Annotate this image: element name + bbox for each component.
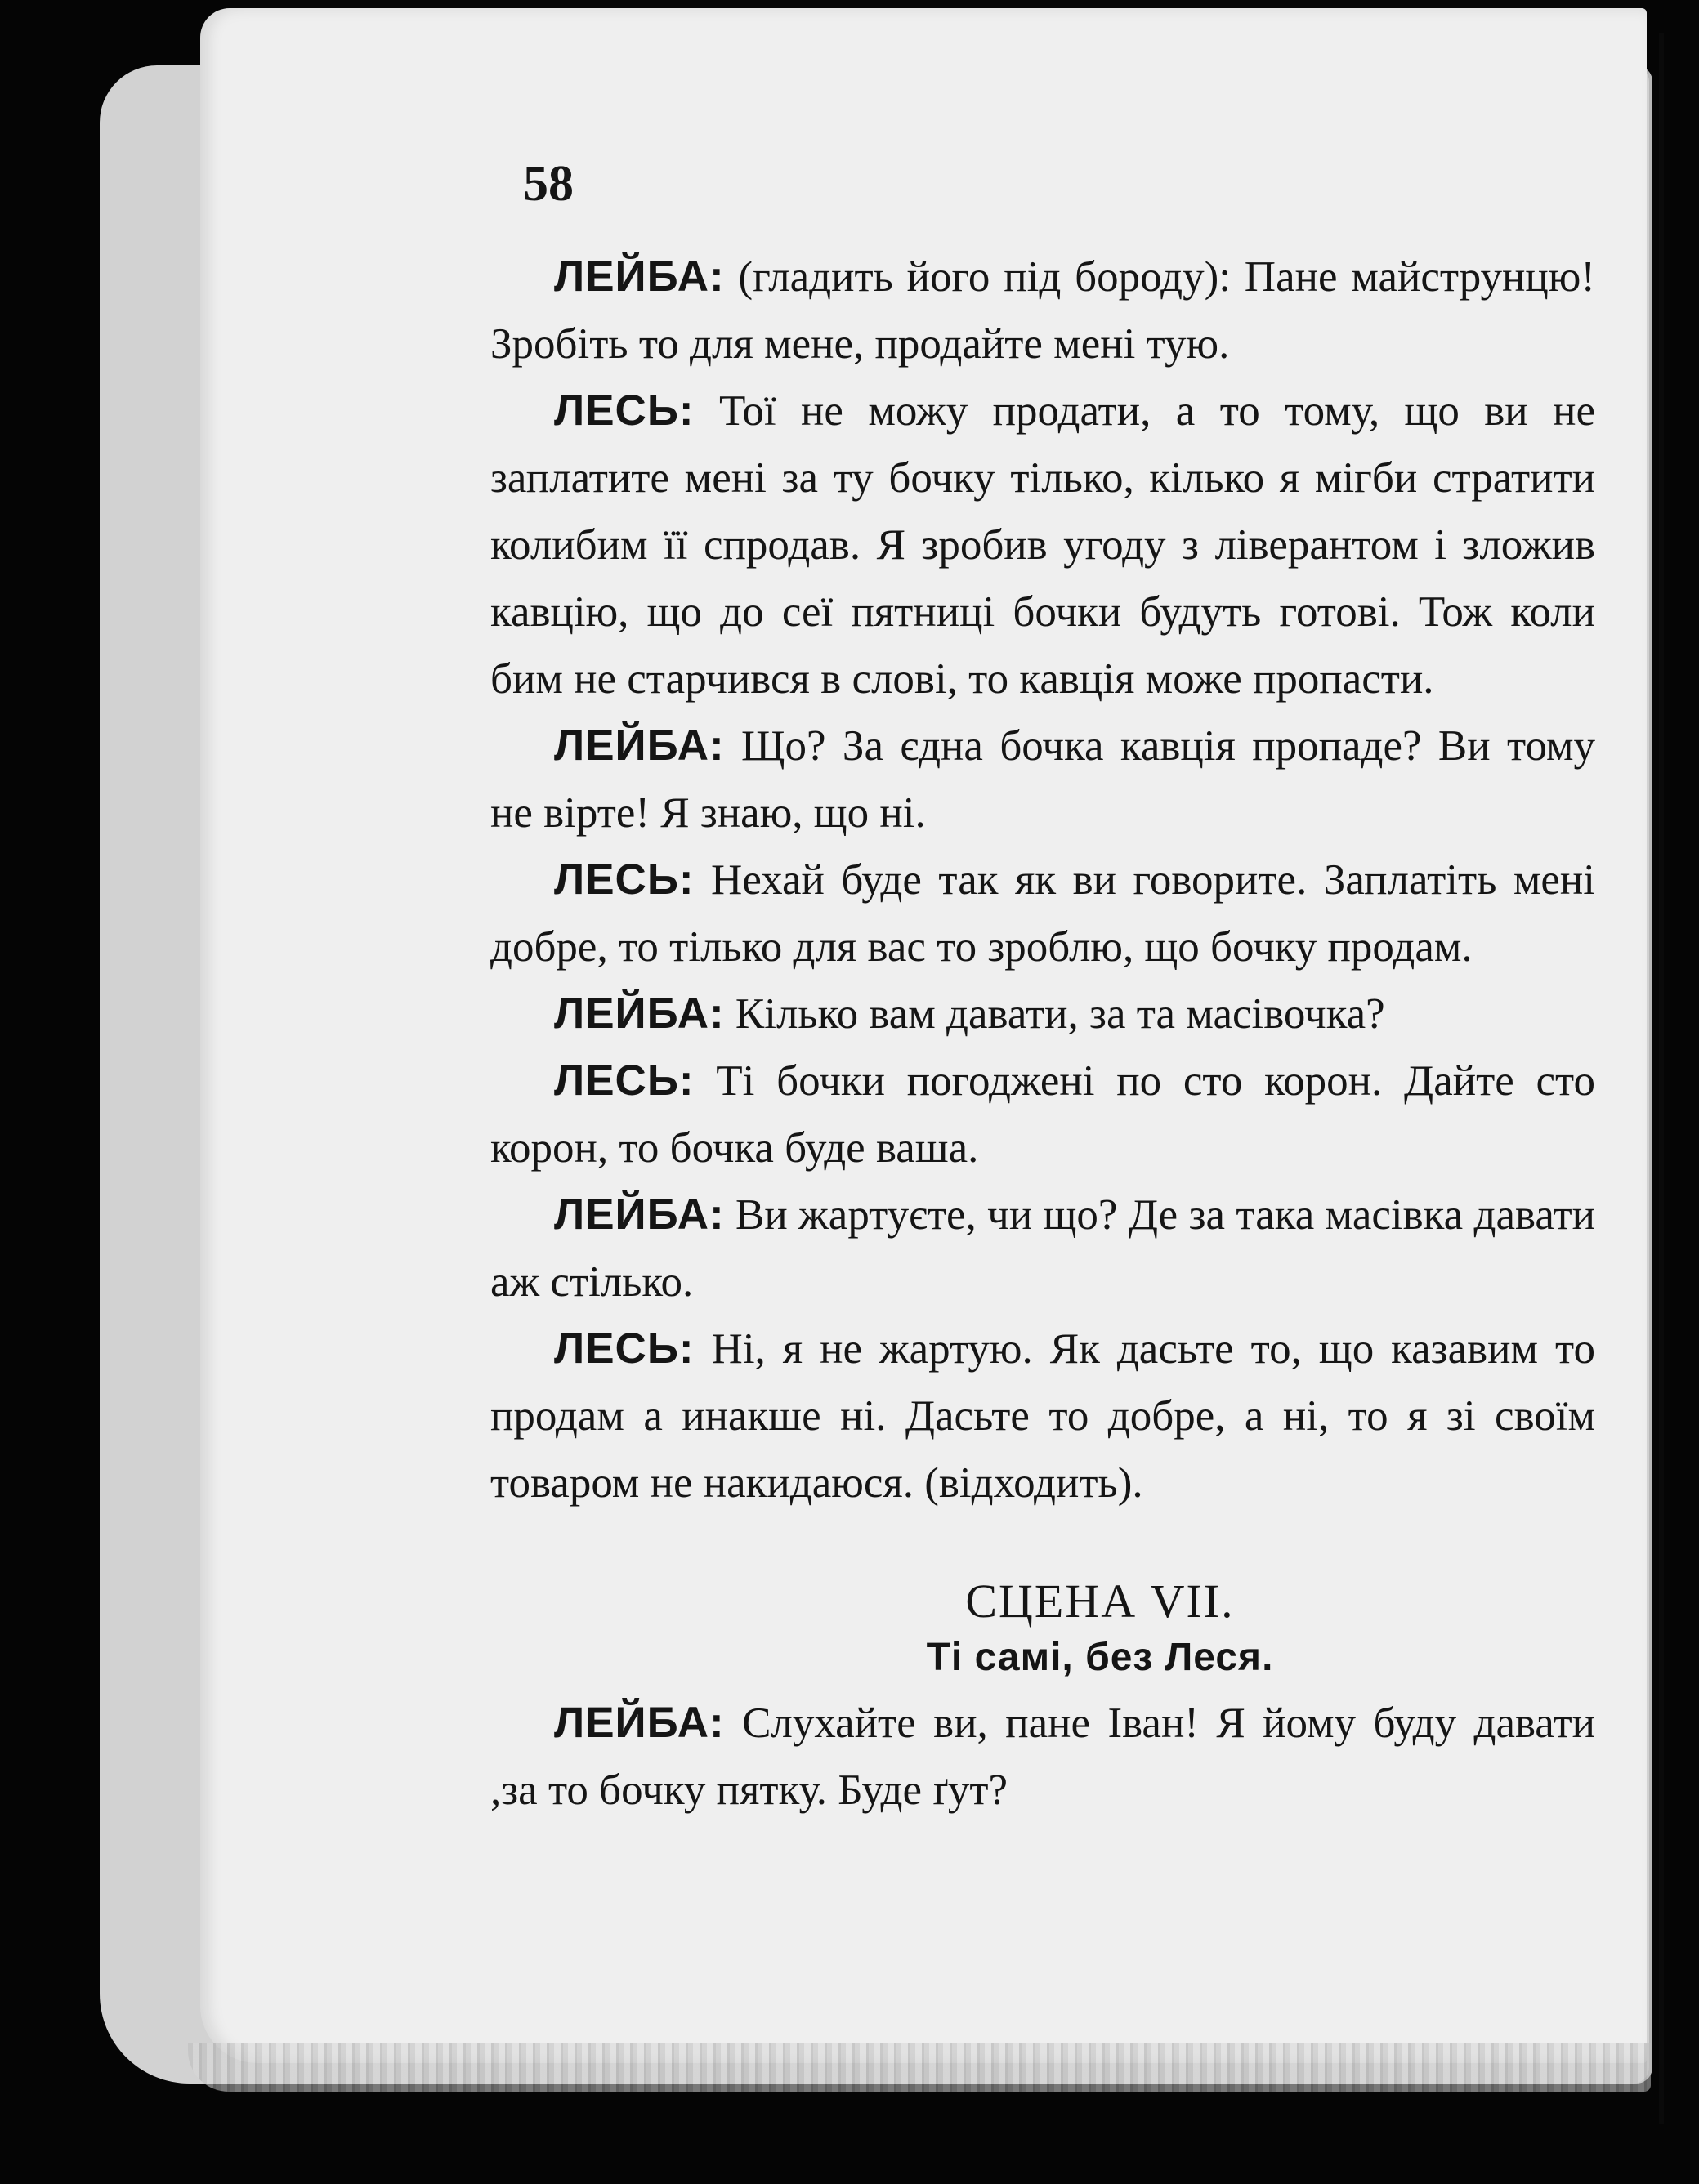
speaker-name: ЛЕЙБА: — [554, 1699, 725, 1747]
page-bottom-edge — [188, 2043, 1651, 2092]
right-border-line — [1659, 33, 1664, 2124]
speaker-name: ЛЕСЬ: — [554, 1056, 695, 1105]
page-number: 58 — [523, 156, 574, 212]
dialogue-text: (гладить його під бороду): Пане майструнцю! Зробіть то для мене, продайте мені тую. — [490, 253, 1595, 368]
dialogue-text: Тої не можу продати, а то тому, що ви не заплатите мені за ту бочку тілько, кілько я мігби стратити колибим її спродав. Я зробив угоду з ліверантом і зложив кавцію, що до сеї пятниці бочки будуть готові. Тож коли бим не старчився в слові, то кавція може пропасти. — [490, 387, 1595, 703]
dialogue-text: Нехай буде так як ви говорите. Заплатіть мені добре, то тілько для вас то зроблю, що бочку продам. — [490, 856, 1595, 971]
dialogue-paragraph — [490, 377, 1595, 712]
speaker-name: ЛЕСЬ: — [554, 386, 695, 435]
dialogue-text: Ви жартуєте, чи що? Де за така масівка давати аж стілько. — [490, 1191, 1595, 1306]
speaker-name: ЛЕСЬ: — [554, 855, 695, 904]
dialogue-text: Що? За єдна бочка кавція пропаде? Ви тому не вірте! Я знаю, що ні. — [490, 722, 1595, 837]
dialogue-text: Кілько вам давати, за та масівочка? — [724, 990, 1385, 1038]
dialogue-paragraph — [490, 1690, 1595, 1824]
dialogue-paragraph — [490, 1315, 1595, 1516]
speaker-name: ЛЕСЬ: — [554, 1324, 695, 1373]
dialogue-text: Ті бочки погоджені по сто корон. Дайте сто корон, то бочка буде ваша. — [490, 1057, 1595, 1172]
dialogue-paragraph — [490, 243, 1595, 377]
speaker-name: ЛЕЙБА: — [554, 721, 725, 770]
dialogue-text: Слухайте ви, пане Іван! Я йому буду давати ,за то бочку пятку. Буде ґут? — [490, 1699, 1595, 1814]
speaker-name: ЛЕЙБА: — [554, 1190, 725, 1239]
scene-subtitle: Ті самі, без Леся. — [926, 1636, 1274, 1679]
scene-title: СЦЕНА VII. — [965, 1574, 1235, 1628]
speaker-name: ЛЕЙБА: — [554, 989, 725, 1038]
speaker-name: ЛЕЙБА: — [554, 252, 725, 301]
dialogue-paragraph — [490, 980, 1595, 1047]
dialogue-paragraph — [490, 1047, 1595, 1181]
dialogue-paragraph — [490, 1181, 1595, 1315]
text-column — [490, 243, 1595, 1824]
dialogue-paragraph — [490, 846, 1595, 980]
dialogue-text: Ні, я не жартую. Як дасьте то, що казавим то продам а инакше ні. Дасьте то добре, а ні, то я зі своїм товаром не накидаюся. (відходить). — [490, 1325, 1595, 1507]
dialogue-paragraph — [490, 712, 1595, 846]
